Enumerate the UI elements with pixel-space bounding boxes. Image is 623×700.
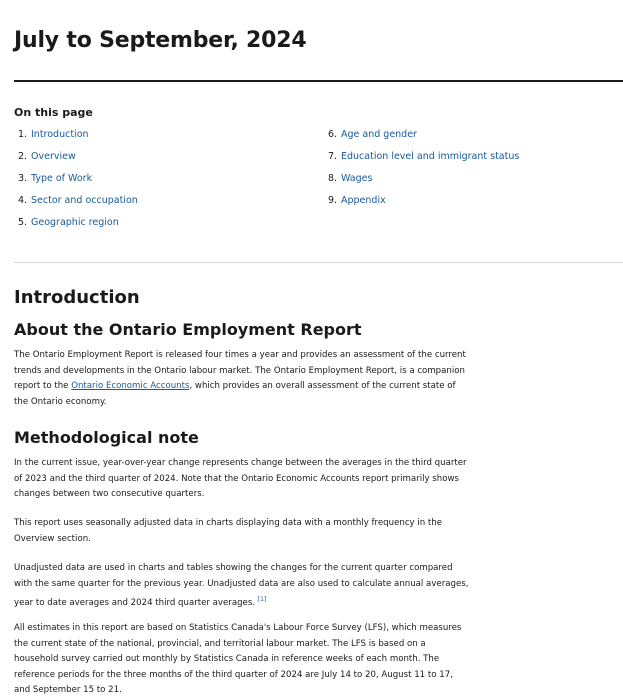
methodology-paragraph-2: This report uses seasonally adjusted data in charts displaying data with a monthly frequency in the Overview section. [14,518,443,544]
toc-link-introduction[interactable]: Introduction [31,129,89,140]
about-report-heading: About the Ontario Employment Report [14,320,362,339]
toc-number: 7. [328,151,338,162]
toc-link-overview[interactable]: Overview [31,151,76,162]
toc-number: 3. [18,173,28,184]
methodological-note-heading: Methodological note [14,428,199,447]
toc-item-sector-occupation [18,195,138,217]
about-text-before-link: The Ontario Employment Report is released four times a year and provides an assessment of the current trends and developments in the Ontario labour market. The Ontario Employment Report, is a companion report to the [14,350,466,391]
methodology-paragraph-3 [14,561,469,611]
toc-number: 6. [328,129,338,140]
toc-number: 2. [18,151,28,162]
toc-number: 1. [18,129,28,140]
methodology-paragraph-1: In the current issue, year-over-year change represents change between the averages in the third quarter of 2023 and the third quarter of 2024. Note that the Ontario Economic Accounts report primarily shows changes between two consecutive quarters. [14,458,467,499]
page-title: July to September, 2024 [14,28,307,53]
toc-item-appendix [328,195,519,217]
title-divider [14,80,623,82]
toc-number: 5. [18,217,28,228]
on-this-page-heading: On this page [14,106,93,119]
toc-item-education-immigrant [328,151,519,173]
methodology-paragraph-3-text: Unadjusted data are used in charts and tables showing the changes for the current quarter compared with the same quarter for the previous year. Unadjusted data are also used to calculate annual averages, year to date averages and 2024 third quarter averages. [14,563,469,608]
toc-link-appendix[interactable]: Appendix [341,195,386,206]
introduction-heading: Introduction [14,287,140,308]
section-divider [14,262,623,263]
toc-column-left [18,129,138,239]
toc-number: 8. [328,173,338,184]
toc-item-geographic-region [18,217,138,239]
toc-link-age-gender[interactable]: Age and gender [341,129,417,140]
toc-item-age-gender [328,129,519,151]
toc-item-introduction [18,129,138,151]
methodology-paragraph-4: All estimates in this report are based on Statistics Canada's Labour Force Survey (LFS), which measures the current state of the national, provincial, and territorial labour market. The LFS is based on a household survey carried out monthly by Statistics Canada in reference weeks of each month. The reference periods for the three months of the third quarter of 2024 are July 14 to 20, August 11 to 17, and September 15 to 21. [14,623,462,695]
about-report-paragraph [14,348,469,410]
toc-link-type-of-work[interactable]: Type of Work [31,173,93,184]
ontario-economic-accounts-link[interactable]: Ontario Economic Accounts [71,381,190,391]
footnote-link-1[interactable]: [1] [257,596,267,603]
toc-link-education-immigrant[interactable]: Education level and immigrant status [341,151,520,162]
toc-item-wages [328,173,519,195]
toc-item-type-of-work [18,173,138,195]
toc-number: 9. [328,195,338,206]
toc-column-right [328,129,519,217]
about-text-after-link: , which provides an overall assessment of the current state of the Ontario economy. [14,381,456,407]
toc-link-sector-occupation[interactable]: Sector and occupation [31,195,138,206]
toc-number: 4. [18,195,28,206]
toc-link-wages[interactable]: Wages [341,173,373,184]
toc-item-overview [18,151,138,173]
toc-link-geographic-region[interactable]: Geographic region [31,217,119,228]
